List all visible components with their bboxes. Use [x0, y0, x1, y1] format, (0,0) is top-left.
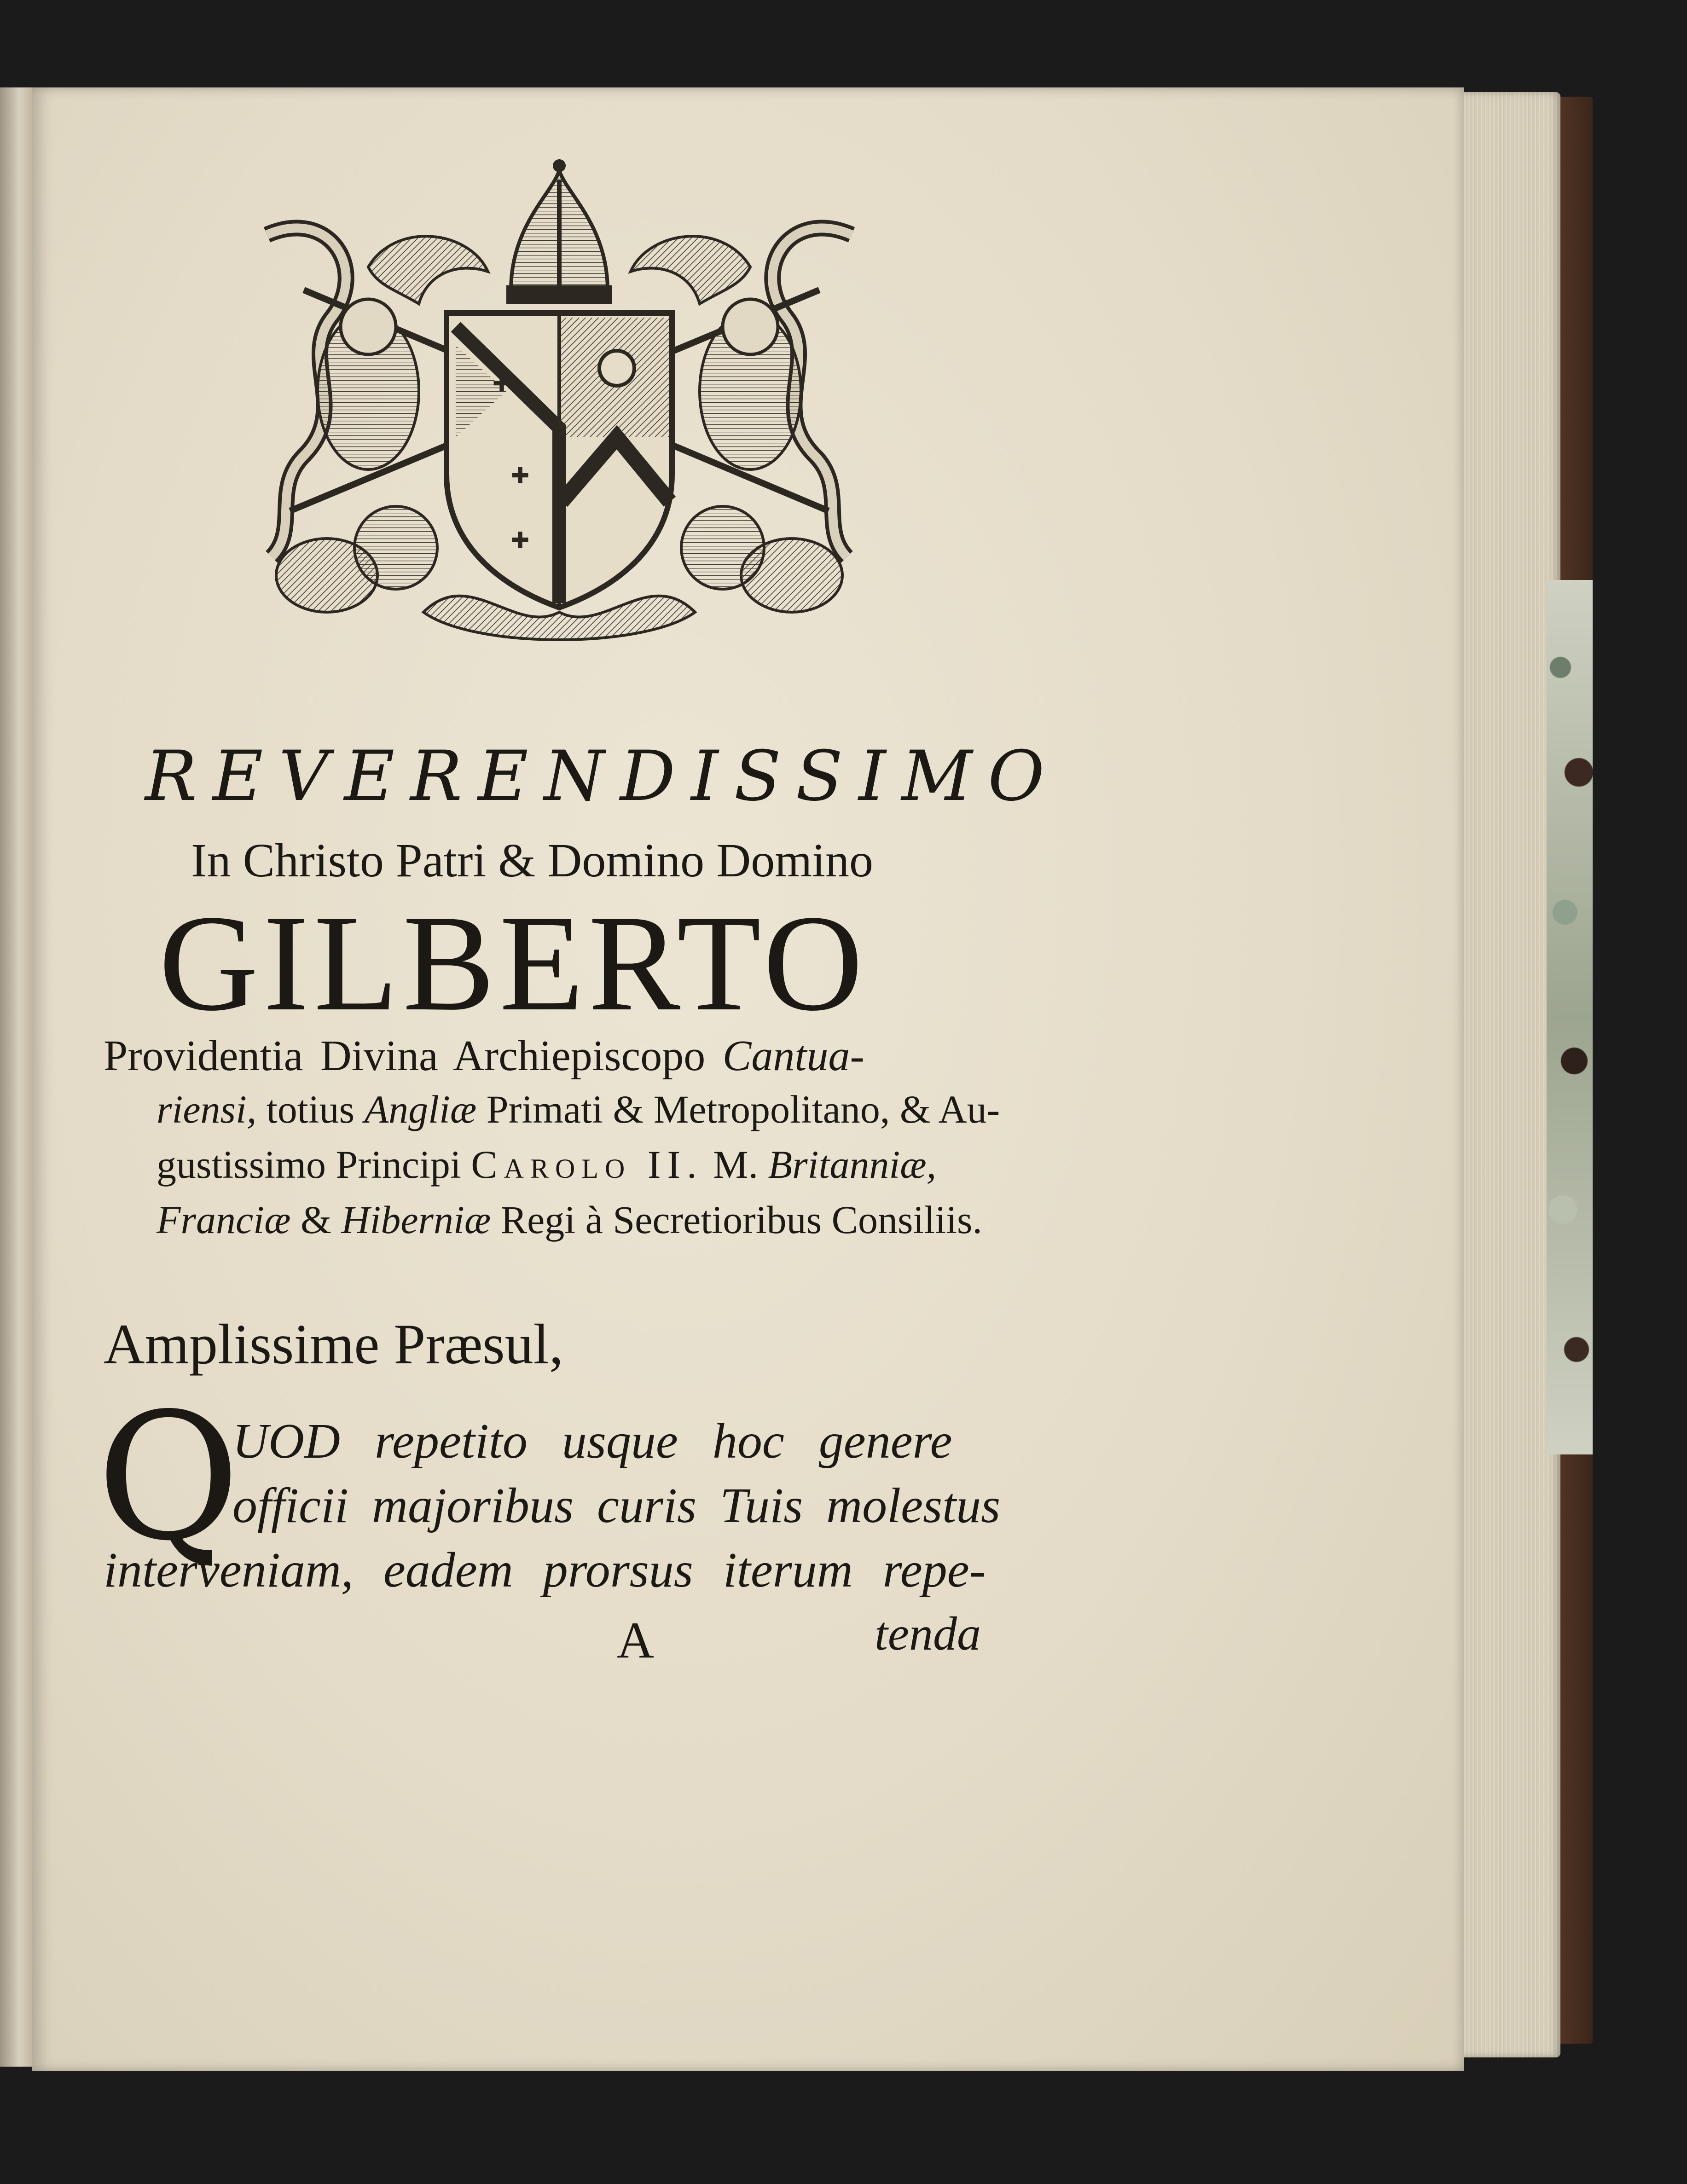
dedicatee-name: GILBERTO: [159, 886, 868, 1039]
svg-text:✚: ✚: [493, 371, 511, 397]
salutation: Amplissime Præsul,: [104, 1313, 564, 1376]
signature-mark: A: [617, 1612, 654, 1669]
body-line-3: interveniam, eadem prorsus iterum repe-: [104, 1543, 986, 1598]
drop-cap-initial: Q: [97, 1375, 240, 1579]
book-page: [32, 87, 1464, 2071]
description-line-1: Providentia Divina Archiepiscopo Cantua-: [104, 1032, 864, 1080]
svg-text:✚: ✚: [511, 463, 530, 489]
dedication-text: [32, 87, 1464, 2071]
description-line-2: riensi, totius Angliæ Primati & Metropolitano, & Au-: [157, 1087, 1000, 1131]
facing-page-edge: [0, 87, 32, 2067]
dedication-heading: REVERENDISSIMO: [145, 736, 1061, 817]
description-line-3: gustissimo Principi Carolo II. M. Britanniæ,: [157, 1142, 937, 1187]
page-block-edge: [1450, 92, 1560, 2057]
dedication-subheading: In Christo Patri & Domino Domino: [191, 834, 873, 887]
body-line-2: officii majoribus curis Tuis molestus: [232, 1478, 1001, 1533]
description-line-4: Franciæ & Hiberniæ Regi à Secretioribus Consiliis.: [157, 1198, 982, 1242]
body-line-1: UOD repetito usque hoc genere: [232, 1414, 952, 1469]
catchword: tenda: [875, 1607, 981, 1660]
marbled-endpaper: [1547, 580, 1593, 1454]
svg-text:✚: ✚: [511, 527, 530, 553]
